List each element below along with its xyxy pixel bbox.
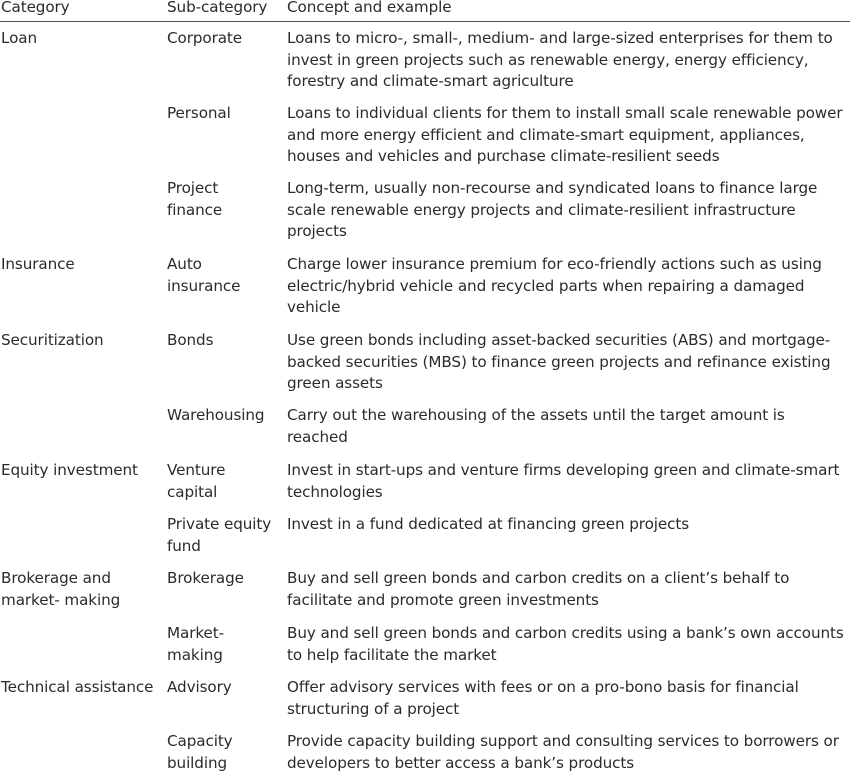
header-subcategory: Sub-category [167,0,268,16]
row-category: Insurance [1,255,75,273]
row-subcategory: Market-making [167,624,224,664]
row-subcategory: Auto insurance [167,255,241,295]
row-concept: Buy and sell green bonds and carbon credits using a bank’s own accounts to help facilitate the market [287,624,844,664]
row-concept: Loans to micro-, small-, medium- and large-sized enterprises for them to invest in green projects such as renewable energy, energy efficiency, forestry and climate-smart agriculture [287,29,833,91]
row-concept: Provide capacity building support and consulting services to borrowers or developers to better access a bank’s products [287,732,839,772]
row-subcategory: Bonds [167,331,214,349]
row-subcategory: Personal [167,104,231,122]
header-concept: Concept and example [287,0,452,16]
row-concept: Use green bonds including asset-backed securities (ABS) and mortgage-backed securities (MBS) to finance green projects and refinance existing green assets [287,331,831,393]
row-category: Securitization [1,331,104,349]
row-concept: Carry out the warehousing of the assets until the target amount is reached [287,406,785,446]
row-subcategory: Corporate [167,29,243,47]
row-category: Technical assistance [1,678,154,696]
row-category: Loan [1,29,38,47]
row-concept: Invest in a fund dedicated at financing green projects [287,515,690,533]
row-subcategory: Advisory [167,678,232,696]
header-category: Category [1,0,70,16]
row-subcategory: Private equity fund [167,515,272,555]
header-rule [0,21,850,22]
row-concept: Charge lower insurance premium for eco-friendly actions such as using electric/hybrid vehicle and recycled parts when repairing a damaged vehicle [287,255,822,317]
row-concept: Long-term, usually non-recourse and syndicated loans to finance large scale renewable energy projects and climate-resilient infrastructure projects [287,179,818,241]
row-subcategory: Warehousing [167,406,265,424]
row-subcategory: Project finance [167,179,223,219]
row-category: Brokerage and market- making [1,569,121,609]
row-subcategory: Capacity building [167,732,233,772]
table-header [0,0,850,22]
row-subcategory: Venture capital [167,461,226,501]
row-concept: Offer advisory services with fees or on a pro-bono basis for financial structuring of a project [287,678,799,718]
row-concept: Buy and sell green bonds and carbon credits on a client’s behalf to facilitate and promote green investments [287,569,790,609]
row-category: Equity investment [1,461,138,479]
row-concept: Invest in start-ups and venture firms developing green and climate-smart technologies [287,461,840,501]
row-subcategory: Brokerage [167,569,244,587]
row-concept: Loans to individual clients for them to install small scale renewable power and more energy efficient and climate-smart equipment, appliances, houses and vehicles and purchase climate-resilient seeds [287,104,843,166]
